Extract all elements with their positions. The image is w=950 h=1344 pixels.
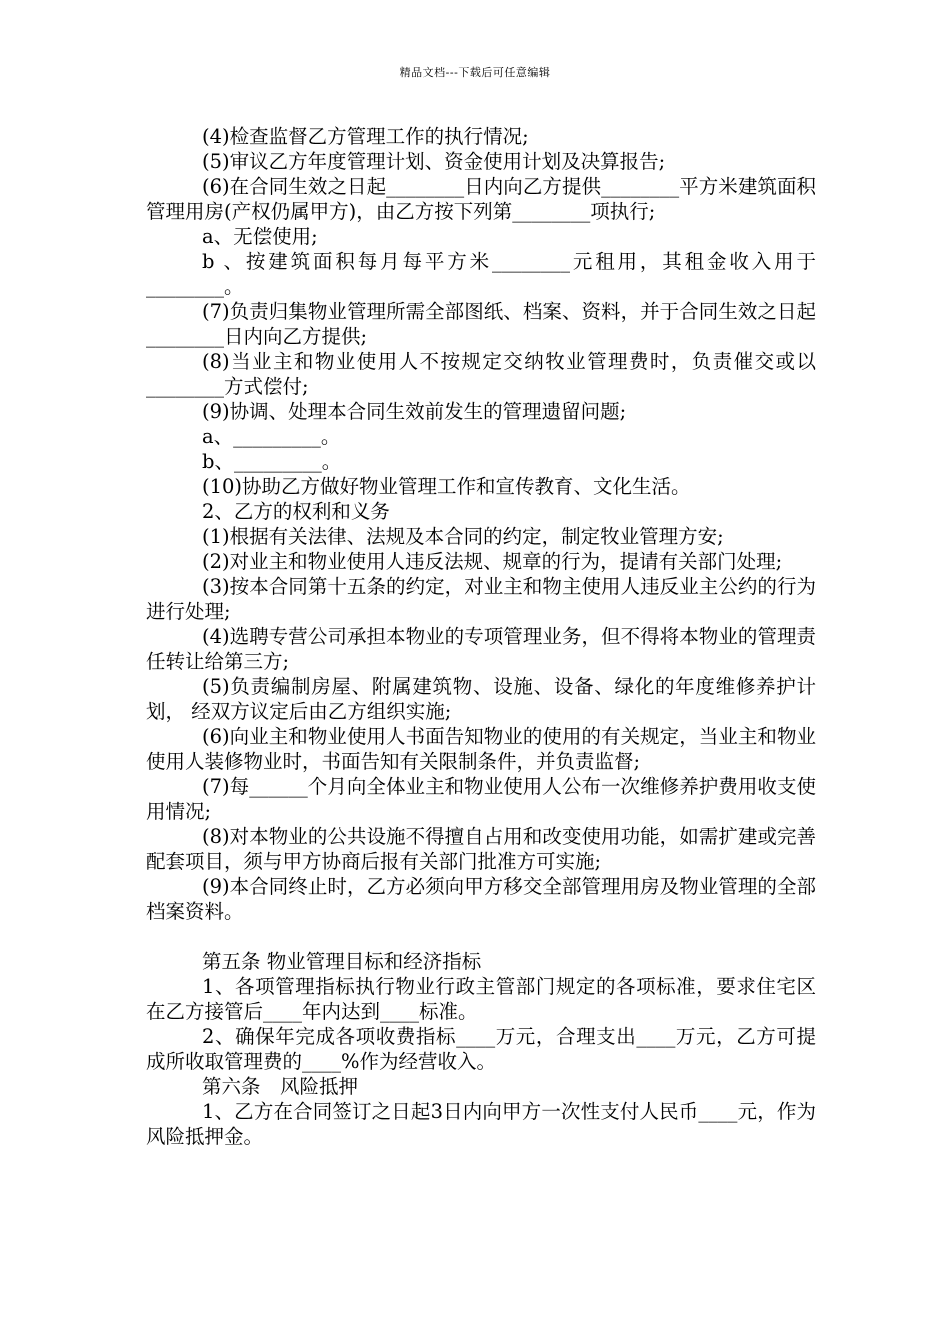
b-clause-3: (3)按本合同第十五条的约定，对业主和物主使用人违反业主公约的行为进行处理; [146, 575, 816, 623]
article-6-item-1: 1、乙方在合同签订之日起3日内向甲方一次性支付人民币____元，作为风险抵押金。 [146, 1100, 816, 1148]
b-clause-4: (4)选聘专营公司承担本物业的专项管理业务，但不得将本物业的管理责任转让给第三方; [146, 625, 816, 673]
article-5-heading: 第五条 物业管理目标和经济指标 [202, 950, 482, 973]
clause-8-fees: (8)当业主和物业使用人不按规定交纳牧业管理费时，负责催交或以________方式偿付; [146, 350, 816, 398]
page-header: 精品文档---下载后可任意编辑 [399, 66, 551, 79]
clause-9-legacy-issues: (9)协调、处理本合同生效前发生的管理遗留问题; [202, 400, 627, 423]
option-b-rent: b 、按建筑面积每月每平方米________元租用，其租金收入用于________。 [146, 250, 816, 298]
b-clause-8: (8)对本物业的公共设施不得擅自占用和改变使用功能，如需扩建或完善配套项目，须与甲方协商后报有关部门批准方可实施; [146, 825, 816, 873]
article-5-item-1: 1、各项管理指标执行物业行政主管部门规定的各项标准，要求住宅区在乙方接管后____年内达到____标准。 [146, 975, 816, 1023]
article-5-item-2: 2、确保年完成各项收费指标____万元，合理支出____万元，乙方可提成所收取管理费的____%作为经营收入。 [146, 1025, 816, 1073]
paragraph-gap [146, 924, 816, 949]
b-clause-1: (1)根据有关法律、法规及本合同的约定，制定牧业管理方安; [202, 525, 724, 548]
clause-7-documents: (7)负责归集物业管理所需全部图纸、档案、资料，并于合同生效之日起________日内向乙方提供; [146, 300, 816, 348]
b-clause-9: (9)本合同终止时，乙方必须向甲方移交全部管理用房及物业管理的全部档案资料。 [146, 875, 816, 923]
b-clause-6: (6)向业主和物业使用人书面告知物业的使用的有关规定，当业主和物业使用人装修物业时，书面告知有关限制条件，并负责监督; [146, 725, 816, 773]
option-a-free-use: a、无偿使用; [202, 225, 318, 248]
b-clause-5: (5)负责编制房屋、附属建筑物、设施、设备、绿化的年度维修养护计划， 经双方议定后由乙方组织实施; [146, 675, 816, 723]
item-b-blank: b、_________。 [202, 450, 342, 473]
article-6-heading: 第六条 风险抵押 [202, 1075, 359, 1098]
item-a-blank: a、_________。 [202, 425, 341, 448]
clause-5-review: (5)审议乙方年度管理计划、资金使用计划及决算报告; [202, 150, 666, 173]
document-body [146, 124, 816, 1149]
b-clause-7: (7)每______个月向全体业主和物业使用人公布一次维修养护费用收支使用情况; [146, 775, 816, 823]
clause-6-premises: (6)在合同生效之日起________日内向乙方提供________平方米建筑面积管理用房(产权仍属甲方)，由乙方按下列第________项执行; [146, 175, 816, 223]
clause-10-assist: (10)协助乙方做好物业管理工作和宣传教育、文化生活。 [202, 475, 691, 498]
section-party-b-rights: 2、乙方的权利和义务 [202, 500, 390, 523]
clause-4-inspect: (4)检查监督乙方管理工作的执行情况; [202, 125, 529, 148]
b-clause-2: (2)对业主和物业使用人违反法规、规章的行为，提请有关部门处理; [202, 550, 783, 573]
